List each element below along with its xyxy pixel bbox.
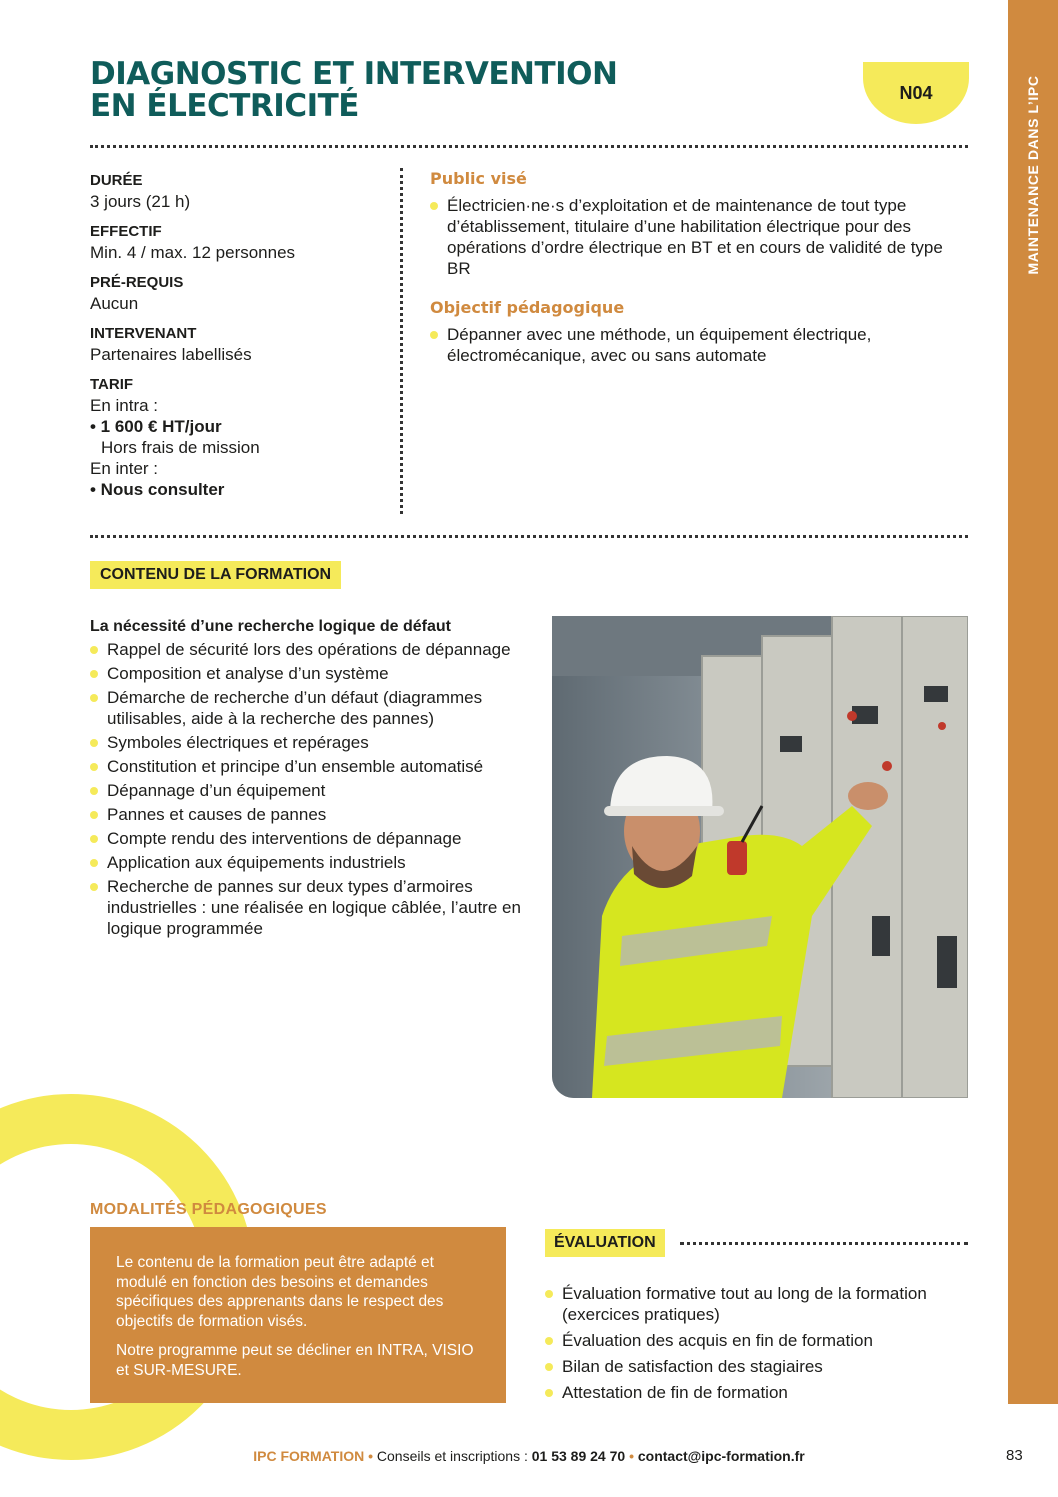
public-heading: Public visé — [430, 169, 527, 188]
contenu-heading: CONTENU DE LA FORMATION — [90, 561, 341, 589]
list-item: Électricien·ne·s d’exploitation et de maintenance de tout type d’établissement, titulaire d’une habilitation électrique pour des opérations d’ordre électrique en BT et en cours de validité de type BR — [430, 195, 970, 279]
tarif-intra-price: • 1 600 € HT/jour — [90, 417, 222, 436]
public-list — [430, 195, 970, 279]
list-item: Évaluation des acquis en fin de formation — [545, 1330, 965, 1351]
list-item: Démarche de recherche d’un défaut (diagrammes utilisables, aide à la recherche des pannes) — [90, 687, 530, 729]
footer-separator: • — [629, 1448, 634, 1464]
prerequis-value: Aucun — [90, 294, 139, 313]
footer-brand: IPC FORMATION — [253, 1448, 365, 1464]
divider-top — [90, 145, 968, 148]
contenu-subheading: La nécessité d’une recherche logique de défaut — [90, 618, 451, 635]
audience-objective — [430, 168, 970, 366]
modalites-paragraph-1: Le contenu de la formation peut être adapté et modulé en fonction des besoins et demandes spécifiques des apprenants dans le respect des objectifs de formation visés. — [116, 1254, 444, 1330]
effectif-value: Min. 4 / max. 12 personnes — [90, 243, 296, 262]
evaluation-section — [545, 1283, 965, 1408]
course-info — [90, 170, 390, 500]
tarif-intra-note: Hors frais de mission — [101, 438, 260, 457]
list-item: Recherche de pannes sur deux types d’armoires industrielles : une réalisée en logique câblée, l’autre en logique programmée — [90, 876, 530, 939]
list-item: Compte rendu des interventions de dépannage — [90, 828, 530, 849]
list-item: Constitution et principe d’un ensemble automatisé — [90, 756, 530, 777]
prerequis-label: PRÉ-REQUIS — [90, 274, 184, 291]
list-item: Dépanner avec une méthode, un équipement électrique, électromécanique, avec ou sans automate — [430, 324, 970, 366]
footer-text: Conseils et inscriptions : — [376, 1448, 528, 1464]
contenu-list — [90, 639, 530, 939]
list-item: Dépannage d’un équipement — [90, 780, 530, 801]
tarif-label: TARIF — [90, 376, 134, 393]
footer-separator: • — [368, 1448, 374, 1464]
list-item: Pannes et causes de pannes — [90, 804, 530, 825]
contenu-section — [90, 616, 530, 942]
objectif-heading: Objectif pédagogique — [430, 298, 625, 317]
course-code-badge: N04 — [863, 62, 969, 124]
modalites-box — [90, 1227, 506, 1403]
divider-vertical — [400, 168, 403, 514]
evaluation-heading: ÉVALUATION — [545, 1229, 665, 1257]
modalites-paragraph-2: Notre programme peut se décliner en INTRA, VISIO et SUR-MESURE. — [116, 1342, 474, 1379]
tarif-inter-value: • Nous consulter — [90, 480, 225, 499]
duree-label: DURÉE — [90, 172, 143, 189]
title-line-1: DIAGNOSTIC ET INTERVENTION — [90, 56, 618, 92]
modalites-heading: MODALITÉS PÉDAGOGIQUES — [90, 1201, 327, 1218]
objectif-list — [430, 324, 970, 366]
side-band — [1008, 0, 1058, 1404]
intervenant-label: INTERVENANT — [90, 325, 197, 342]
list-item: Composition et analyse d’un système — [90, 663, 530, 684]
footer-phone[interactable]: 01 53 89 24 70 — [531, 1448, 626, 1464]
list-item: Attestation de fin de formation — [545, 1382, 965, 1403]
page-title — [90, 58, 710, 122]
list-item: Bilan de satisfaction des stagiaires — [545, 1356, 965, 1377]
list-item: Évaluation formative tout au long de la formation (exercices pratiques) — [545, 1283, 965, 1325]
list-item: Rappel de sécurité lors des opérations de dépannage — [90, 639, 530, 660]
divider-middle — [90, 535, 968, 538]
intervenant-value: Partenaires labellisés — [90, 345, 252, 364]
title-line-2: EN ÉLECTRICITÉ — [90, 88, 359, 124]
list-item: Symboles électriques et repérages — [90, 732, 530, 753]
evaluation-list — [545, 1283, 965, 1403]
evaluation-divider — [680, 1242, 968, 1245]
duree-value: 3 jours (21 h) — [90, 192, 191, 211]
effectif-label: EFFECTIF — [90, 223, 162, 240]
footer — [0, 1448, 1058, 1464]
tarif-intra-label: En intra : — [90, 396, 159, 415]
list-item: Application aux équipements industriels — [90, 852, 530, 873]
footer-email[interactable]: contact@ipc-formation.fr — [637, 1448, 805, 1464]
side-label: MAINTENANCE DANS L’IPC — [1025, 75, 1041, 275]
technician-photo — [552, 616, 968, 1098]
page-number: 83 — [1006, 1447, 1023, 1464]
tarif-inter-label: En inter : — [90, 459, 159, 478]
